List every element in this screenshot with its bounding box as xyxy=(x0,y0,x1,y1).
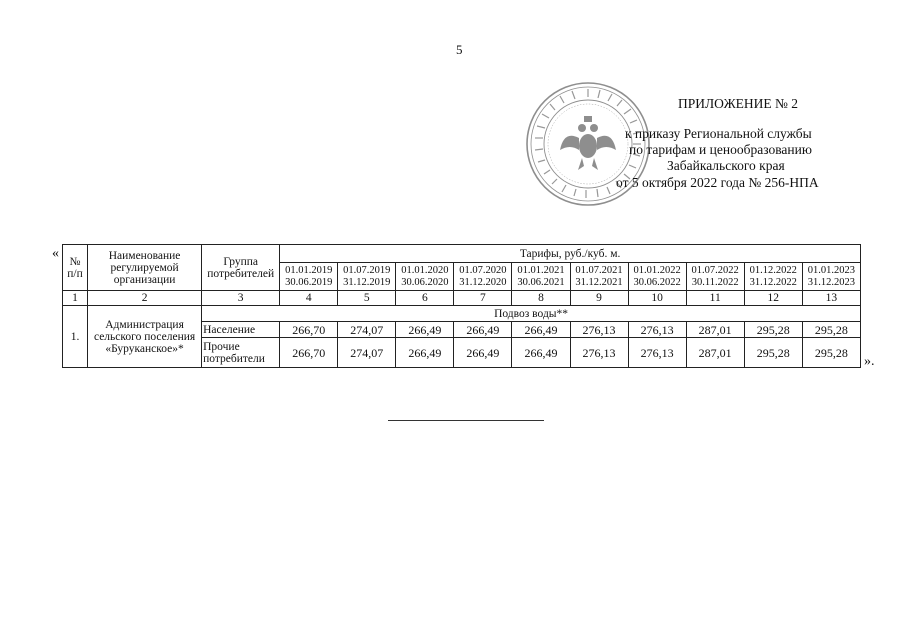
group-name: Прочие потребители xyxy=(202,338,280,368)
col-number: 10 xyxy=(628,291,686,306)
row-org: Администрация сельского поселения «Буруканское»* xyxy=(88,306,202,368)
period-cell: 01.07.2022 30.11.2022 xyxy=(686,263,744,291)
period-cell: 01.01.2021 30.06.2021 xyxy=(512,263,570,291)
tariff-value: 287,01 xyxy=(686,338,744,368)
tariff-value: 266,70 xyxy=(280,322,338,338)
appendix-line-4: от 5 октября 2022 года № 256-НПА xyxy=(616,175,819,190)
period-cell: 01.01.2020 30.06.2020 xyxy=(396,263,454,291)
col-number: 8 xyxy=(512,291,570,306)
tariff-value: 266,49 xyxy=(396,338,454,368)
opening-quote: « xyxy=(52,246,59,261)
header-num: № п/п xyxy=(63,245,88,291)
header-group: Группа потребителей xyxy=(202,245,280,291)
header-org: Наименование регулируемой организации xyxy=(88,245,202,291)
appendix-line-3: Забайкальского края xyxy=(667,158,785,173)
row-num: 1. xyxy=(63,306,88,368)
col-number: 12 xyxy=(744,291,802,306)
tariff-value: 276,13 xyxy=(628,322,686,338)
footer-divider xyxy=(388,420,544,421)
col-number: 3 xyxy=(202,291,280,306)
tariff-table xyxy=(62,244,861,368)
period-cell: 01.12.2022 31.12.2022 xyxy=(744,263,802,291)
period-cell: 01.07.2019 31.12.2019 xyxy=(338,263,396,291)
col-number: 11 xyxy=(686,291,744,306)
header-tariffs: Тарифы, руб./куб. м. xyxy=(280,245,861,263)
tariff-value: 276,13 xyxy=(628,338,686,368)
tariff-value: 274,07 xyxy=(338,338,396,368)
period-cell: 01.01.2019 30.06.2019 xyxy=(280,263,338,291)
column-number-row xyxy=(63,291,861,306)
tariff-value: 266,49 xyxy=(454,338,512,368)
tariff-value: 295,28 xyxy=(744,322,802,338)
tariff-value: 276,13 xyxy=(570,322,628,338)
col-number: 1 xyxy=(63,291,88,306)
period-cell: 01.01.2022 30.06.2022 xyxy=(628,263,686,291)
tariff-value: 266,49 xyxy=(512,322,570,338)
closing-quote: ». xyxy=(864,354,875,369)
appendix-line-2: по тарифам и ценообразованию xyxy=(629,142,812,157)
page-number: 5 xyxy=(456,42,463,57)
tariff-value: 266,49 xyxy=(454,322,512,338)
appendix-line-1: к приказу Региональной службы xyxy=(625,126,812,141)
section-title: Подвоз воды** xyxy=(202,306,861,322)
col-number: 7 xyxy=(454,291,512,306)
group-name: Население xyxy=(202,322,280,338)
tariff-value: 295,28 xyxy=(802,322,860,338)
tariff-value: 266,49 xyxy=(512,338,570,368)
col-number: 6 xyxy=(396,291,454,306)
tariff-value: 295,28 xyxy=(744,338,802,368)
tariff-value: 266,49 xyxy=(396,322,454,338)
tariff-value: 276,13 xyxy=(570,338,628,368)
appendix-title: ПРИЛОЖЕНИЕ № 2 xyxy=(678,96,799,111)
tariff-value: 274,07 xyxy=(338,322,396,338)
col-number: 4 xyxy=(280,291,338,306)
period-cell: 01.07.2021 31.12.2021 xyxy=(570,263,628,291)
col-number: 2 xyxy=(88,291,202,306)
period-cell: 01.07.2020 31.12.2020 xyxy=(454,263,512,291)
col-number: 5 xyxy=(338,291,396,306)
tariff-value: 287,01 xyxy=(686,322,744,338)
period-cell: 01.01.2023 31.12.2023 xyxy=(802,263,860,291)
col-number: 9 xyxy=(570,291,628,306)
tariff-value: 295,28 xyxy=(802,338,860,368)
col-number: 13 xyxy=(802,291,860,306)
tariff-value: 266,70 xyxy=(280,338,338,368)
